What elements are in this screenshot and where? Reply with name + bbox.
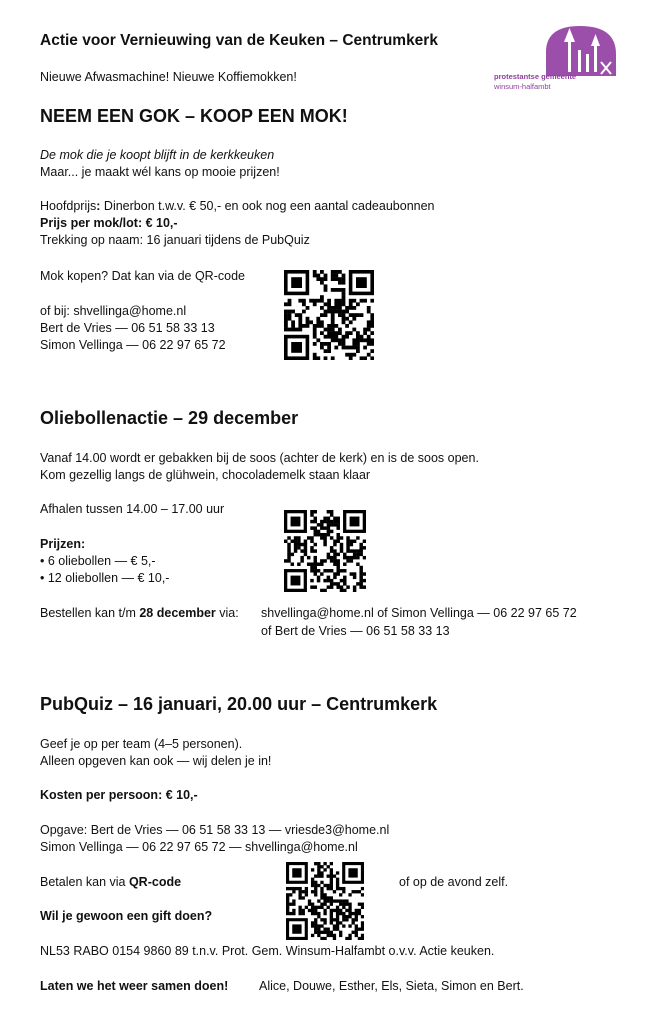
church-logo [494,24,620,98]
section1-slogan: NEEM EEN GOK – KOOP EEN MOK! [40,106,348,126]
qr-code-icon[interactable] [284,510,366,592]
qr-code-icon[interactable] [286,862,364,940]
section2-order-contact-1: shvellinga@home.nl of Simon Vellinga — 06 22 97 65 72 [261,606,577,620]
section3-signup-1: Opgave: Bert de Vries — 06 51 58 33 13 — vriesde3@home.nl [40,823,390,837]
section2-order-contact-2: of Bert de Vries — 06 51 58 33 13 [261,624,450,638]
section3-line2: Alleen opgeven kan ook — wij delen je in! [40,754,272,768]
section1-price: Prijs per mok/lot: € 10,- [40,216,178,230]
section3-pay [40,875,181,889]
order-post: via: [215,606,239,620]
section3-gift: Wil je gewoon een gift doen? [40,909,213,923]
prize-text: Dinerbon t.w.v. € 50,- en ook nog een aantal cadeaubonnen [100,199,435,213]
section3-heading: PubQuiz – 16 januari, 20.00 uur – Centrumkerk [40,694,438,714]
section3-line1: Geef je op per team (4–5 personen). [40,737,243,751]
section2-line1: Vanaf 14.00 wordt er gebakken bij de soos (achter de kerk) en is de soos open. [40,451,479,465]
order-date: 28 december [139,606,216,620]
section3-iban: NL53 RABO 0154 9860 89 t.n.v. Prot. Gem. Winsum-Halfambt o.v.v. Actie keuken. [40,944,495,958]
section1-intro: Nieuwe Afwasmachine! Nieuwe Koffiemokken! [40,70,297,84]
order-pre: Bestellen kan t/m [40,606,140,620]
pay-qr: QR-code [128,875,182,889]
qr-code-icon[interactable] [284,270,374,360]
section2-line2: Kom gezellig langs de glühwein, chocolademelk staan klaar [40,468,371,482]
section1-draw: Trekking op naam: 16 januari tijdens de PubQuiz [40,233,310,247]
section1-contact-1: Bert de Vries — 06 51 58 33 13 [40,321,215,335]
section2-price-2: • 12 oliebollen — € 10,- [40,571,170,585]
section1-heading: Actie voor Vernieuwing van de Keuken – Centrumkerk [40,32,438,49]
section2-order [40,606,239,620]
section3-pay-alt: of op de avond zelf. [399,875,509,889]
section1-line2: Maar... je maakt wél kans op mooie prijzen! [40,165,280,179]
prize-label: Hoofdprijs [40,199,97,213]
section1-italic-line: De mok die je koopt blijft in de kerkkeuken [40,148,275,162]
section3-signup-2: Simon Vellinga — 06 22 97 65 72 — shvellinga@home.nl [40,840,358,854]
section1-buy: Mok kopen? Dat kan via de QR-code [40,269,245,283]
section2-heading: Oliebollenactie – 29 december [40,408,299,428]
section1-prize [40,199,435,213]
prize-colon: : [96,199,101,213]
pay-pre: Betalen kan via [40,875,129,889]
section2-prices-label: Prijzen: [40,537,86,551]
section3-closing: Laten we het weer samen doen! [40,979,229,993]
logo-text-1: protestantse gemeente [494,72,577,81]
section2-price-1: • 6 oliebollen — € 5,- [40,554,156,568]
section1-contact-2: Simon Vellinga — 06 22 97 65 72 [40,338,226,352]
section3-names: Alice, Douwe, Esther, Els, Sieta, Simon en Bert. [259,979,524,993]
logo-text-2: winsum-halfambt [494,82,551,91]
church-silhouette-icon [494,24,620,76]
section2-pickup: Afhalen tussen 14.00 – 17.00 uur [40,502,225,516]
section3-cost: Kosten per persoon: € 10,- [40,788,198,802]
section1-or-at: of bij: shvellinga@home.nl [40,304,187,318]
